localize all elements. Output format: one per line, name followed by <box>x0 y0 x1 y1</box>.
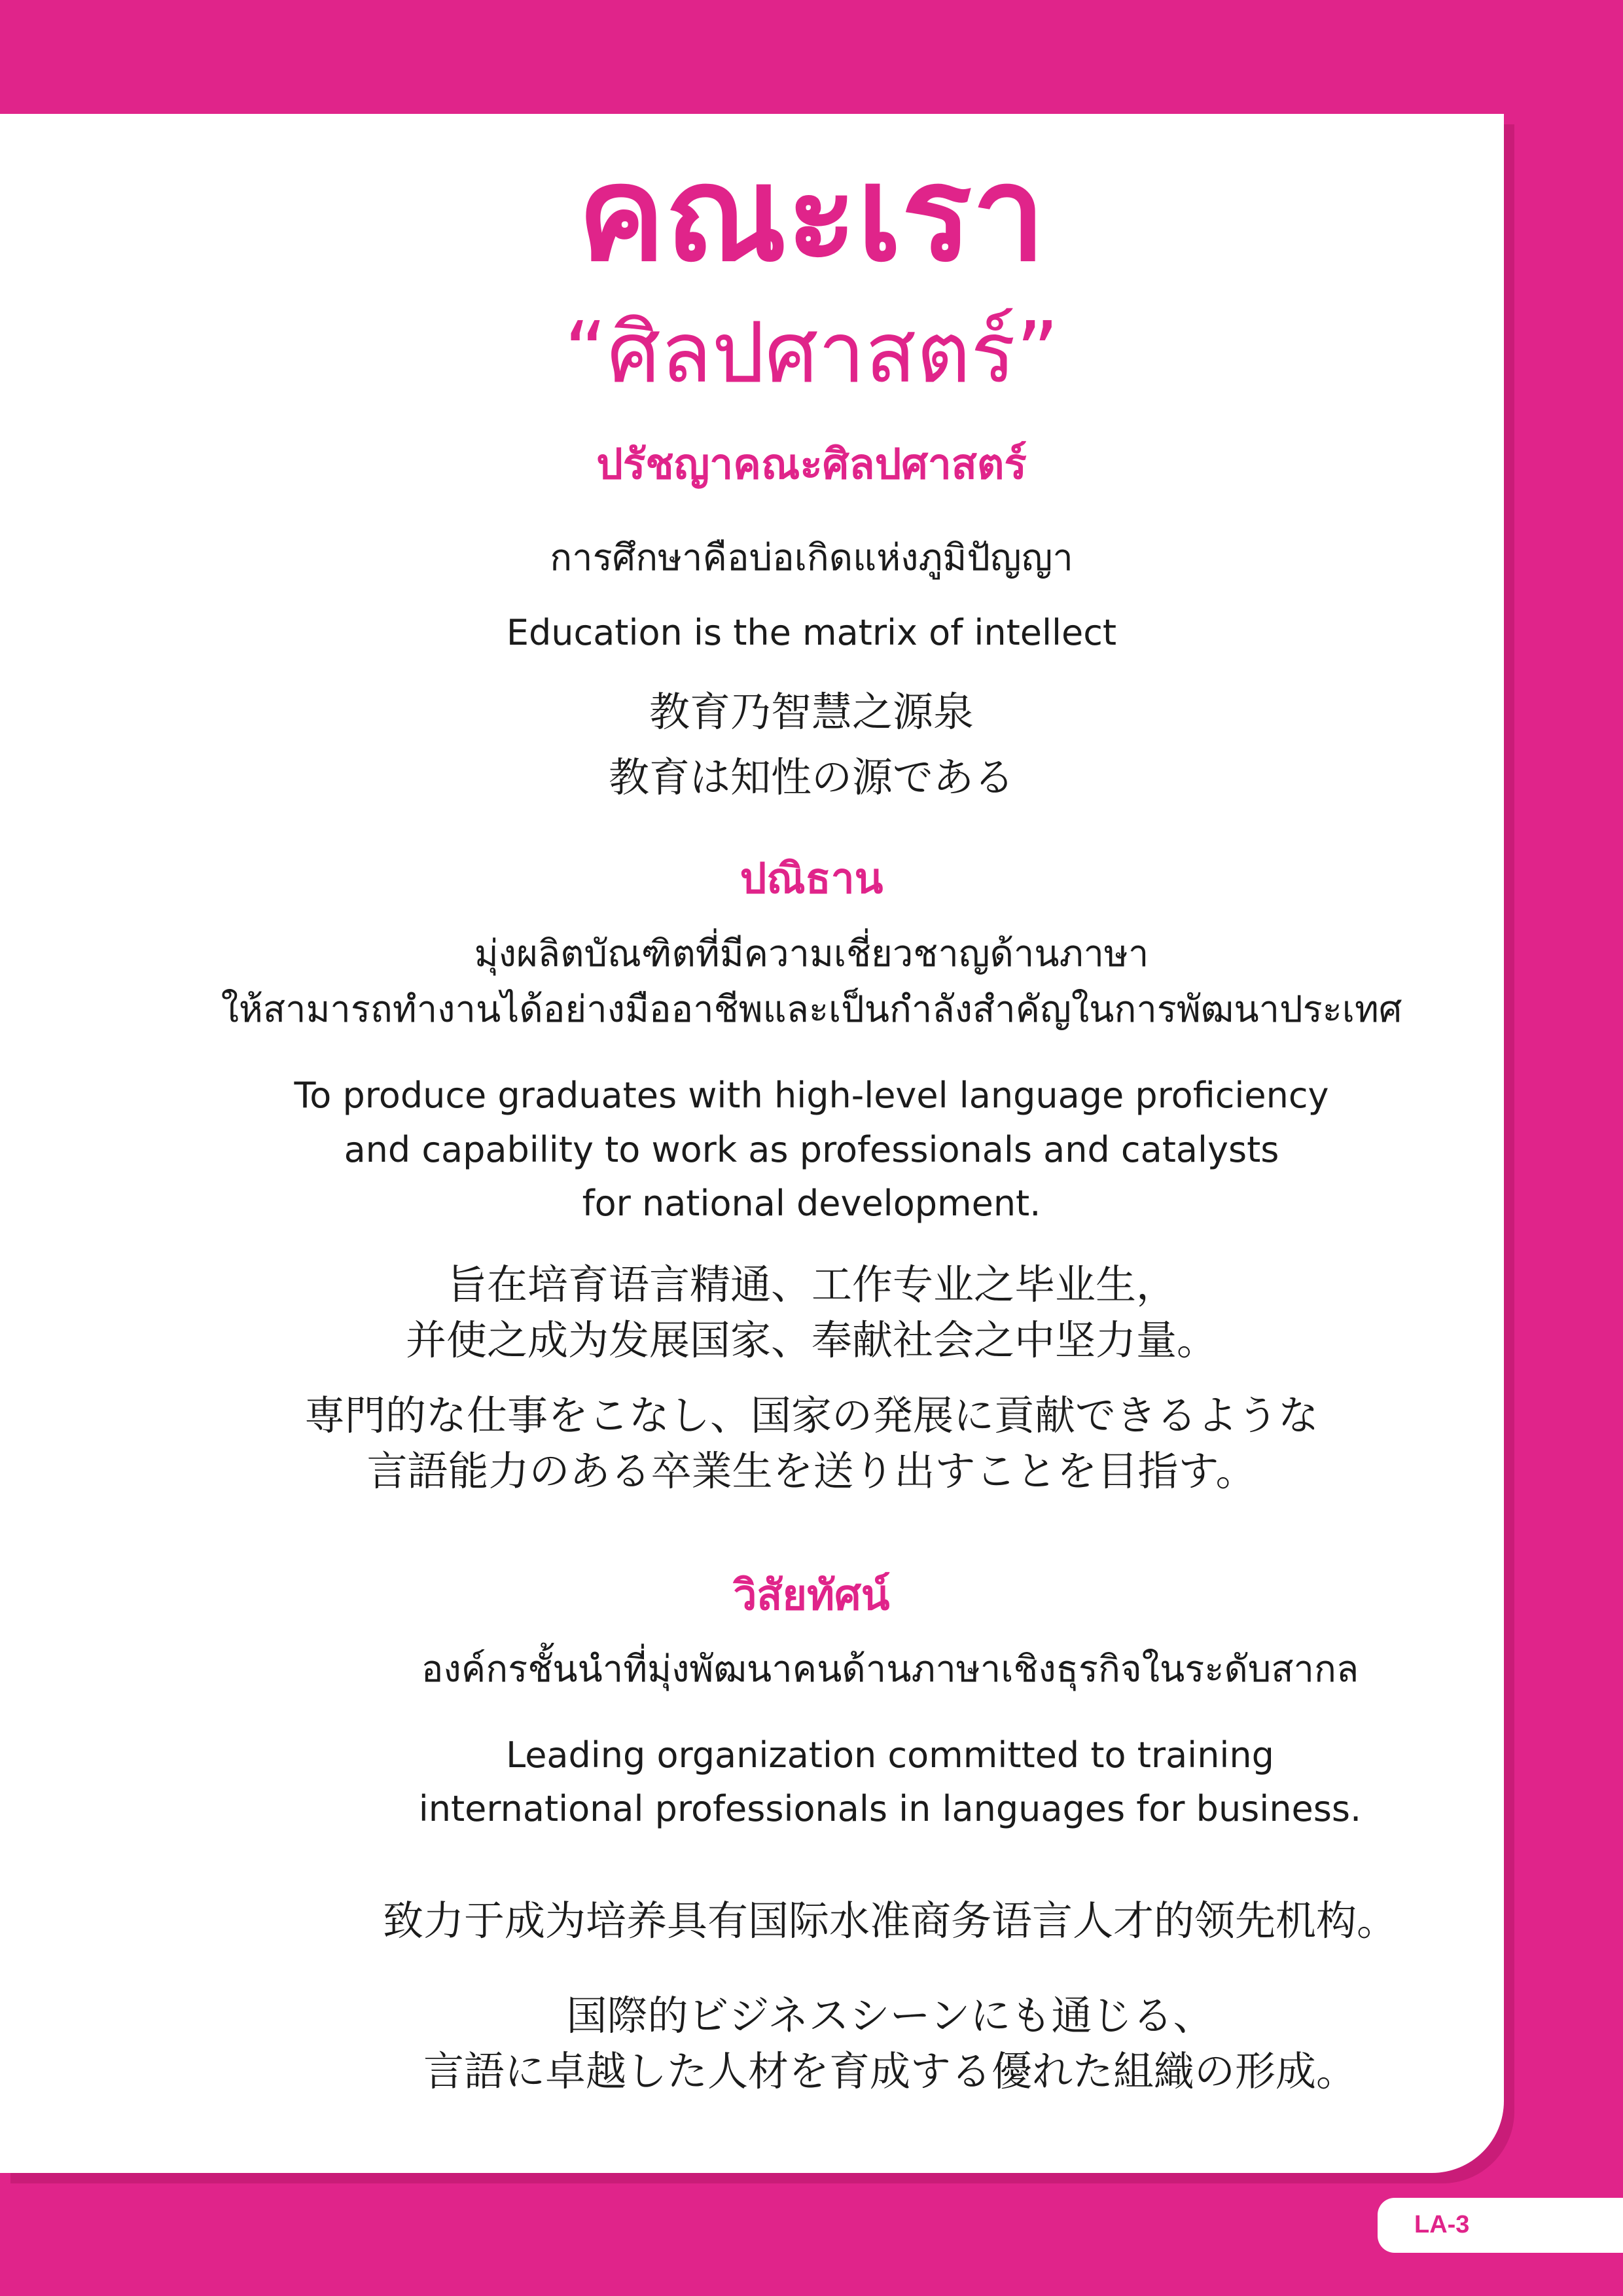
philosophy-thai: การศึกษาคือบ่อเกิดแห่งภูมิปัญญา <box>550 537 1073 579</box>
resolution-english-line2: and capability to work as professionals and catalysts <box>344 1129 1279 1170</box>
philosophy-japanese: 教育は知性の源である <box>608 753 1014 801</box>
philosophy-english: Education is the matrix of intellect <box>506 612 1117 653</box>
resolution-thai-line2: ให้สามารถทำงานได้อย่างมืออาชีพและเป็นกำลังสำคัญในการพัฒนาประเทศ <box>221 988 1402 1031</box>
page-subtitle: “ศิลปศาสตร์” <box>563 304 1060 402</box>
resolution-japanese-line2: 言語能力のある卒業生を送り出すことを目指す。 <box>366 1447 1257 1495</box>
philosophy-heading: ปรัชญาคณะศิลปศาสตร์ <box>596 440 1027 489</box>
resolution-chinese-line2: 并使之成为发展国家、奉献社会之中坚力量。 <box>405 1316 1217 1364</box>
vision-japanese-line2: 言語に卓越した人材を育成する優れた組織の形成。 <box>423 2047 1357 2095</box>
vision-english-line2: international professionals in languages for business. <box>418 1788 1362 1829</box>
resolution-english-line3: for national development. <box>582 1183 1041 1224</box>
vision-english-line1: Leading organization committed to training <box>506 1734 1274 1776</box>
resolution-japanese-line1: 専門的な仕事をこなし、国家の発展に貢献できるような <box>304 1391 1319 1439</box>
page-title: คณะเรา <box>577 138 1046 291</box>
page-number-label: LA-3 <box>1414 2211 1470 2238</box>
vision-thai: องค์กรชั้นนำที่มุ่งพัฒนาคนด้านภาษาเชิงธุรกิจในระดับสากล <box>421 1648 1359 1691</box>
resolution-thai-line1: มุ่งผลิตบัณฑิตที่มีความเชี่ยวชาญด้านภาษา <box>474 933 1149 975</box>
philosophy-chinese: 教育乃智慧之源泉 <box>649 688 974 736</box>
vision-heading: วิสัยทัศน์ <box>733 1571 890 1620</box>
vision-chinese: 致力于成为培养具有国际水准商务语言人才的领先机构。 <box>382 1897 1397 1945</box>
resolution-english-line1: To produce graduates with high-level language proficiency <box>294 1075 1329 1116</box>
resolution-chinese-line1: 旨在培育语言精通、工作专业之毕业生， <box>446 1261 1177 1308</box>
resolution-heading: ปณิธาน <box>740 855 883 903</box>
page-number-tab <box>1378 2198 1623 2253</box>
vision-japanese-line1: 国際的ビジネスシーンにも通じる、 <box>566 1992 1214 2039</box>
